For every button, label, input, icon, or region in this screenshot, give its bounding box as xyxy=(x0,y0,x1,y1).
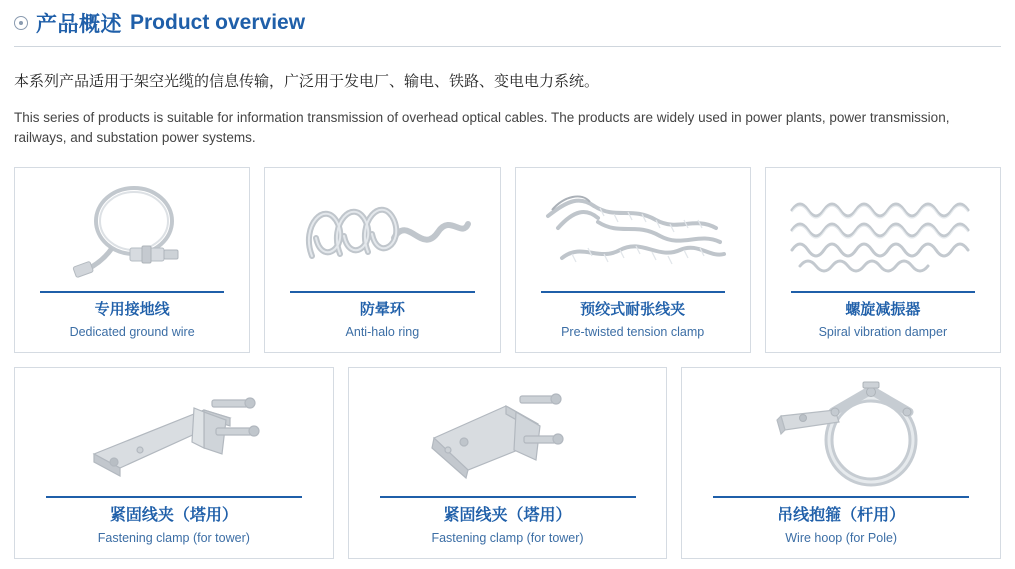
circle-dot-icon xyxy=(14,16,28,30)
anti-halo-ring-photo xyxy=(275,178,489,289)
card-divider xyxy=(541,291,725,293)
dedicated-ground-wire-photo xyxy=(25,178,239,289)
pre-twisted-tension-clamp-photo xyxy=(526,178,740,289)
page-title-en: Product overview xyxy=(130,11,306,34)
wire-hoop-pole-photo xyxy=(692,378,990,494)
fastening-clamp-tower-photo-2 xyxy=(359,378,657,494)
fastening-clamp-tower-photo-1 xyxy=(25,378,323,494)
card-divider xyxy=(290,291,474,293)
product-grid-row-1 xyxy=(14,167,1001,353)
product-card[interactable] xyxy=(14,367,334,559)
card-divider xyxy=(791,291,975,293)
intro-paragraph-cn: 本系列产品适用于架空光缆的信息传输，广泛用于发电厂、输电、铁路、变电电力系统。 xyxy=(14,73,600,90)
product-title-en: Fastening clamp (for tower) xyxy=(97,531,250,546)
product-title-cn: 紧固线夹（塔用） xyxy=(109,507,238,525)
product-card[interactable] xyxy=(681,367,1001,559)
product-title-en: Fastening clamp (for tower) xyxy=(431,531,584,546)
product-title-en: Wire hoop (for Pole) xyxy=(785,531,898,546)
product-title-en: Pre-twisted tension clamp xyxy=(561,325,705,340)
product-card[interactable] xyxy=(348,367,668,559)
intro-block xyxy=(14,71,1001,149)
product-grid-row-2 xyxy=(14,367,1001,559)
section-header xyxy=(14,0,1001,40)
intro-paragraph-en: This series of products is suitable for information transmission of overhead optical cables. The products are widely used in power plants, power transmission, railways, and substation power systems. xyxy=(14,109,950,146)
product-title-cn: 专用接地线 xyxy=(94,301,170,319)
product-title-cn: 防晕环 xyxy=(359,301,405,319)
card-divider xyxy=(713,496,969,498)
page-title-cn: 产品概述 xyxy=(36,13,122,36)
product-title-en: Dedicated ground wire xyxy=(69,325,195,340)
product-title-en: Spiral vibration damper xyxy=(818,325,948,340)
card-divider xyxy=(46,496,302,498)
product-card[interactable] xyxy=(765,167,1001,353)
product-card[interactable] xyxy=(264,167,500,353)
product-card[interactable] xyxy=(515,167,751,353)
product-title-en: Anti-halo ring xyxy=(345,325,420,340)
header-divider xyxy=(14,46,1001,47)
product-title-cn: 螺旋减振器 xyxy=(845,301,921,319)
product-title-cn: 紧固线夹（塔用） xyxy=(443,507,572,525)
card-divider xyxy=(40,291,224,293)
product-title-cn: 预绞式耐张线夹 xyxy=(580,301,686,319)
product-card[interactable] xyxy=(14,167,250,353)
spiral-vibration-damper-photo xyxy=(776,178,990,289)
product-title-cn: 吊线抱箍（杆用） xyxy=(777,507,906,525)
card-divider xyxy=(380,496,636,498)
